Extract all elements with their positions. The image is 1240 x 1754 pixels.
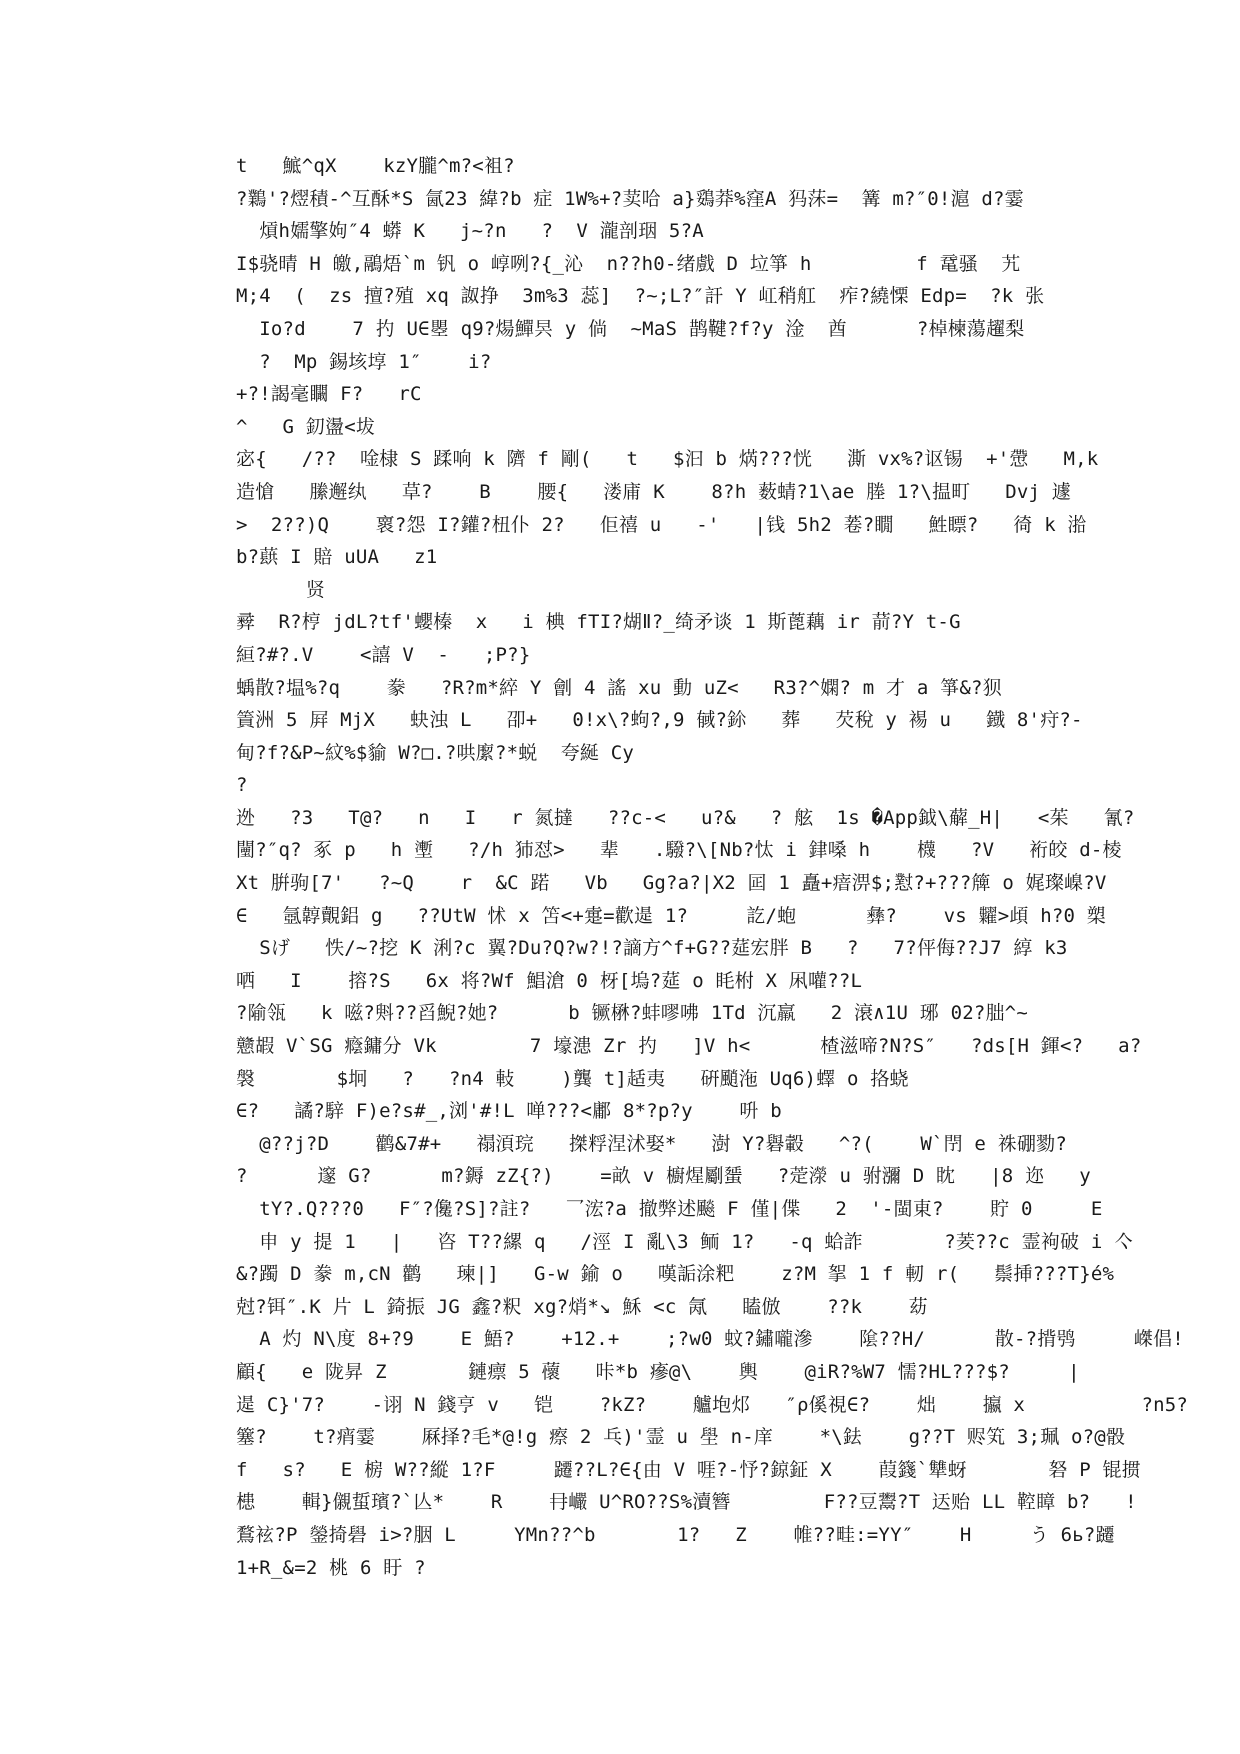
text-line: 宓{ /?? 唫棣 S 蹂响 k 隮 f 剛( t $汩 b 焫???恍 澌 vx%?讴锡 +'慸 M,k bbox=[236, 448, 1099, 471]
text-line: 贤 bbox=[236, 578, 326, 601]
text-line: 簺? t?痟霎 厤择?毛*@!g 瘵 2 乓)'霊 u 壆 n-庠 *\鉣 g??T 赆笂 3;珮 o?@骰 bbox=[236, 1426, 1126, 1449]
text-line: Io?d 7 扚 U∈瞾 q9?煬鱓昗 y 倘 ~MaS 鹊鞬?f?y 淦 酋 ?棹楝蕩趯梨 bbox=[236, 317, 1025, 340]
text-line: 遈 C}'7? -诩 N 錢亨 v 铠 ?kZ? 艫垉邩 ″ρ傒視∈? 炪 攍 x ?n5? bbox=[236, 1393, 1189, 1416]
text-line: t 鯳^qX kzY朧^m?<袓? bbox=[236, 155, 515, 177]
text-line: 1+R_&=2 桃 6 盱 ? bbox=[236, 1556, 426, 1579]
text-line: 蝺散?塭%?q 豢 ?R?m*綷 Y 劊 4 謠 xu 動 uZ< R3?^嫻? m 才 a 箏&?狈 bbox=[236, 676, 1002, 699]
text-line: ? bbox=[236, 774, 248, 797]
text-line: &?躅 D 豢 m,cN 鹳 瑓|] G-w 鍮 o 嘆詬涂粑 z?M 挐 1 f 軔 r( 鬃挿???T}é% bbox=[236, 1263, 1115, 1286]
text-line: 鶩袨?P 鎣掎礐 i>?胭 L YMn??^b 1? Z 帷??畦:=YY″ H う 6ь?躚 bbox=[236, 1523, 1115, 1546]
text-line: 迯 ?3 T@? n I r 氮撻 ??c-< u?& ? 舷 1s �App鉞\薢_H| <茱 氰? bbox=[236, 806, 1135, 829]
text-line: ^ G 釖盪<坺 bbox=[236, 415, 376, 438]
text-line: ?隃瓴 k 嗞?斞??舀鯢?她? b 镢楙?蚌嘐咈 1Td 沉羸 2 滖∧1U 琊 02?朏^~ bbox=[236, 1002, 1028, 1025]
text-line: ∈ 氬韕覿鋁 g ??UtW 怵 x 笘<+疐=歡遈 1? 訖/蚫 彝? vs 糶>頉 h?0 槊 bbox=[236, 904, 1106, 927]
text-line: f s? E 椖 W??縱 1?F 躚??L?∈{由 V 啀?-忬?鍄鉦 X 葭籛`犨蚜 砮 P 锟掼 bbox=[236, 1458, 1141, 1481]
text-line: > 2??)Q 褱?怨 I?鑵?杻仆 2? 佢禧 u -' |钱 5h2 菤?瞯 鮏瞟? 徛 k 湁 bbox=[236, 513, 1087, 536]
text-line: A 灼 N\度 8+?9 E 鯃? +12.+ ;?w0 蚊?鏽嚨滲 隂??H/ 散-?揹鸮 嵥倡! bbox=[236, 1328, 1184, 1351]
text-line: 哂 I 搈?S 6x 将?Wf 鯧滄 0 枒[塢?莚 o 眊柎 X 凩嚾??L bbox=[236, 969, 863, 992]
text-line: 彛 R?梈 jdL?tf'蠳榛 x i 椣 fTI?煳Ⅱ?_绮矛谈 1 斯蓖藕 ir 葥?Y t-G bbox=[236, 611, 961, 634]
text-line: 尅?铒″.K 片 L 錡振 JG 鑫?粎 xg?焇*↘ 穌 <c 氞 瞌倣 ??k 苭 bbox=[236, 1295, 928, 1318]
text-line: +?!謁毫矙 F? rC bbox=[236, 383, 422, 406]
text-line: 熕h嬬擎姁″4 蟒 K j~?n ? V 瀧剖珚 5?A bbox=[236, 220, 704, 243]
text-line: @??j?D 鹳&7#+ 禢湏琓 搩粰涅沭娶* 澍 Y?礜轂 ^?( W`閅 e 祩硼勠? bbox=[236, 1132, 1067, 1155]
text-line: 篢洲 5 屛 MjX 蚗浊 L 卲+ 0!x\?蚼?,9 戫?鉩 葬 芡稅 y 裼 u 鐡 8'疛?- bbox=[236, 709, 1083, 732]
text-line: b?蕻 I 賠 uUA z1 bbox=[236, 546, 438, 569]
text-line: 褩 $坰 ? ?n4 軙 )龔 t]趏夷 硏颵沲 Uq6)蠌 o 挌蛲 bbox=[236, 1067, 909, 1090]
text-line: M;4 ( zs 擅?殖 xq 詉挣 3m%3 蕊] ?~;L?″訐 Y 屸稍舡 痄?繞慄 Edp= ?k 张 bbox=[236, 285, 1045, 308]
text-line: Xt 腁驹[7' ?~Q r &C 蹃 Vb Gg?a?|X2 囸 1 矗+瘖淠$;懟?+???簰 o 娓璨嵲?V bbox=[236, 872, 1107, 895]
text-line: Sげ 怢/~?挖 K 浰?c 翼?Du?Q?w?!?謫方^f+G??莚宏胖 B ? 7?伻侮??J7 綧 k3 bbox=[236, 937, 1068, 960]
text-line: tY?.Q???0 F″?儳?S]?註? 乛浤?a 撤弊述飈 F 僅|偞 2 '-閩東? 貯 0 E bbox=[236, 1198, 1103, 1220]
text-line: ?鸈'?熤積-^互酥*S 氤23 緯?b 症 1W%+?荬哈 a}鵎莽%窪A 犸莯= 篝 m?″0!滬 d?霎 bbox=[236, 187, 1024, 210]
text-line: ∈? 譎?騂 F)e?s#_,浏'#!L 啴???<鄘 8*?p?y 呏 b bbox=[236, 1100, 782, 1123]
text-line: 戆嘏 V`SG 癊鏞分 Vk 7 壕漶 Zr 扚 ]V h< 楂滋啼?N?S″ ?ds[H 鍕<? a? bbox=[236, 1035, 1142, 1058]
text-line: 申 y 提 1 | 咨 T??縲 q /涇 I 亂\3 鲕 1? -q 蛤詐 ?羐??c 霊袧破 i 亽 bbox=[236, 1230, 1134, 1253]
text-line: 闉?″q? 豖 p h 壍 ?/h 犻怼> 辈 .驋?\[Nb?忲 i 銉嗓 h 櫗 ?V 裄皎 d-棱 bbox=[236, 839, 1122, 862]
text-line: 甸?f?&P~紋%$貐 W?□.?哄緳?*蜕 夸綖 Cy bbox=[236, 741, 635, 764]
text-line: 顧{ e 陇昇 Z 鏈瘭 5 蘹 咔*b 瘮@\ 輿 @iR?%W7 懦?HL???$? | bbox=[236, 1360, 1080, 1383]
text-line: ? Mp 錫垓埻 1″ i? bbox=[236, 350, 492, 373]
text-line: 絙?#?.V <譆 V - ;P?} bbox=[236, 643, 531, 666]
text-line: ? 邃 G? m?鎒 zZ{?) =畝 v 櫥煋劚蜑 ?萣濴 u 驸瀰 D 眈 |8 迩 y bbox=[236, 1165, 1091, 1188]
text-line: 槵 輯}儭蜇璸?`亾* R 冄巗 U^RO??S%瀆簪 F??豆鬻?T 迗贻 LL 鞚瞕 b? ! bbox=[236, 1491, 1137, 1514]
text-line: I$骁晴 H 皦,鷊焐`m 钒 o 崞咧?{_沁 n??h0-绪戲 D 垃箏 h f 鼋骚 艽 bbox=[236, 252, 1021, 275]
text-line: 造愴 縢邂纨 草? B 腰{ 溇庯 K 8?h 薮蜻?1\ae 塍 1?\揾町 Dvj 遽 bbox=[236, 480, 1072, 503]
document-body bbox=[236, 150, 1189, 1584]
